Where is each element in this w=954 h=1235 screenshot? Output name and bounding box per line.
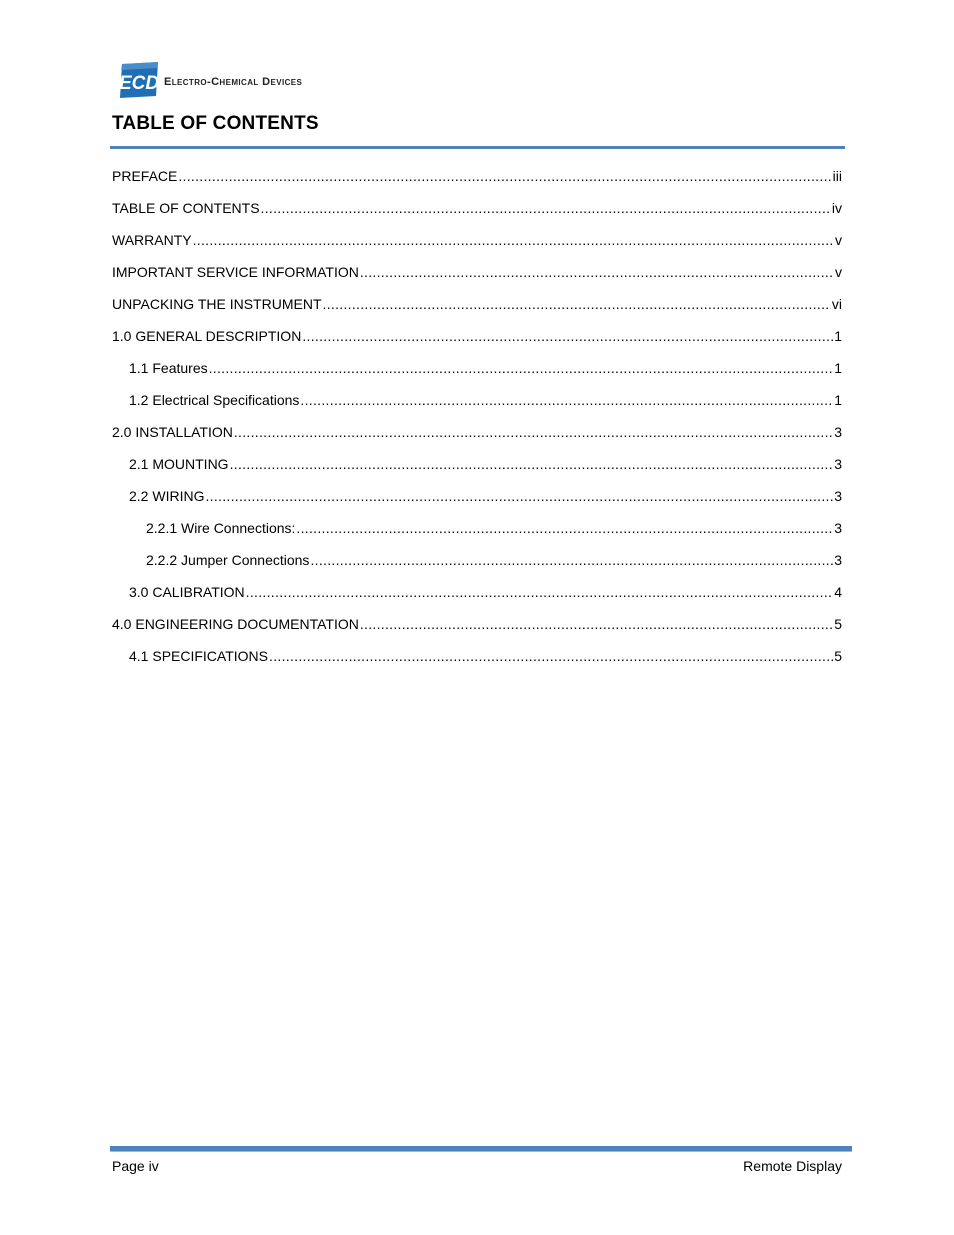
- toc-dot-leader: [246, 576, 834, 608]
- title-divider: [110, 146, 845, 149]
- toc-entry-label: WARRANTY: [112, 232, 192, 248]
- toc-entry[interactable]: [112, 352, 842, 384]
- footer-document-name: Remote Display: [743, 1158, 842, 1174]
- toc-entry[interactable]: [112, 544, 842, 576]
- toc-dot-leader: [360, 608, 833, 640]
- toc-entry-label: UNPACKING THE INSTRUMENT: [112, 296, 322, 312]
- footer-page-number: Page iv: [112, 1158, 159, 1174]
- toc-dot-leader: [230, 448, 834, 480]
- toc-entry-page: 5: [834, 616, 842, 632]
- toc-entry-label: 1.1 Features: [129, 360, 208, 376]
- toc-entry-page: 3: [834, 424, 842, 440]
- footer-divider: [110, 1146, 852, 1151]
- logo-text: ECD: [118, 73, 160, 94]
- toc-entry[interactable]: [112, 512, 842, 544]
- toc-entry[interactable]: [112, 448, 842, 480]
- toc-entry[interactable]: [112, 480, 842, 512]
- toc-entry-page: vi: [831, 296, 842, 312]
- toc-entry-label: 4.0 ENGINEERING DOCUMENTATION: [112, 616, 359, 632]
- toc-entry-page: 1: [834, 328, 842, 344]
- toc-entry-label: 2.2 WIRING: [129, 488, 205, 504]
- toc-dot-leader: [209, 352, 834, 384]
- toc-entry-page: iii: [832, 168, 842, 184]
- company-name: Electro-Chemical Devices: [164, 76, 303, 88]
- toc-entry[interactable]: [112, 384, 842, 416]
- toc-dot-leader: [302, 320, 833, 352]
- toc-entry[interactable]: [112, 608, 842, 640]
- page-title: TABLE OF CONTENTS: [112, 113, 319, 134]
- toc-entry-label: TABLE OF CONTENTS: [112, 200, 260, 216]
- toc-entry-page: v: [835, 264, 842, 280]
- toc-entry-page: 3: [834, 552, 842, 568]
- toc-entry-page: 3: [834, 456, 842, 472]
- toc-entry[interactable]: [112, 160, 842, 192]
- toc-entry-label: 4.1 SPECIFICATIONS: [129, 648, 268, 664]
- toc-entry-label: 1.2 Electrical Specifications: [129, 392, 300, 408]
- toc-entry[interactable]: [112, 288, 842, 320]
- toc-dot-leader: [234, 416, 833, 448]
- toc-dot-leader: [310, 544, 833, 576]
- toc-entry-label: 2.2.1 Wire Connections:: [146, 520, 296, 536]
- toc-entry-label: IMPORTANT SERVICE INFORMATION: [112, 264, 359, 280]
- toc-entry-page: 1: [834, 360, 842, 376]
- toc-dot-leader: [296, 512, 833, 544]
- toc-entry[interactable]: [112, 320, 842, 352]
- toc-entry-label: 1.0 GENERAL DESCRIPTION: [112, 328, 302, 344]
- toc-entry[interactable]: [112, 192, 842, 224]
- toc-entry-page: 3: [834, 520, 842, 536]
- toc-entry-label: 2.0 INSTALLATION: [112, 424, 233, 440]
- toc-entry[interactable]: [112, 416, 842, 448]
- toc-entry[interactable]: [112, 640, 842, 672]
- toc-entry-label: 2.2.2 Jumper Connections: [146, 552, 310, 568]
- toc-entry[interactable]: [112, 576, 842, 608]
- toc-dot-leader: [269, 640, 833, 672]
- company-logo: [118, 60, 302, 100]
- toc-entry-label: PREFACE: [112, 168, 178, 184]
- toc-entry-page: 5: [834, 648, 842, 664]
- toc-entry[interactable]: [112, 256, 842, 288]
- toc-dot-leader: [261, 192, 831, 224]
- toc-dot-leader: [300, 384, 833, 416]
- toc-dot-leader: [178, 160, 831, 192]
- toc-dot-leader: [205, 480, 833, 512]
- toc-dot-leader: [193, 224, 834, 256]
- toc-entry[interactable]: [112, 224, 842, 256]
- toc-entry-label: 3.0 CALIBRATION: [129, 584, 245, 600]
- toc-entry-page: v: [835, 232, 842, 248]
- ecd-logo-icon: [118, 60, 160, 100]
- toc-entry-label: 2.1 MOUNTING: [129, 456, 229, 472]
- toc-entry-page: 3: [834, 488, 842, 504]
- toc-dot-leader: [360, 256, 834, 288]
- toc-dot-leader: [323, 288, 831, 320]
- toc-entry-page: 4: [834, 584, 842, 600]
- toc-entry-page: 1: [834, 392, 842, 408]
- table-of-contents: [112, 160, 842, 672]
- toc-entry-page: iv: [831, 200, 842, 216]
